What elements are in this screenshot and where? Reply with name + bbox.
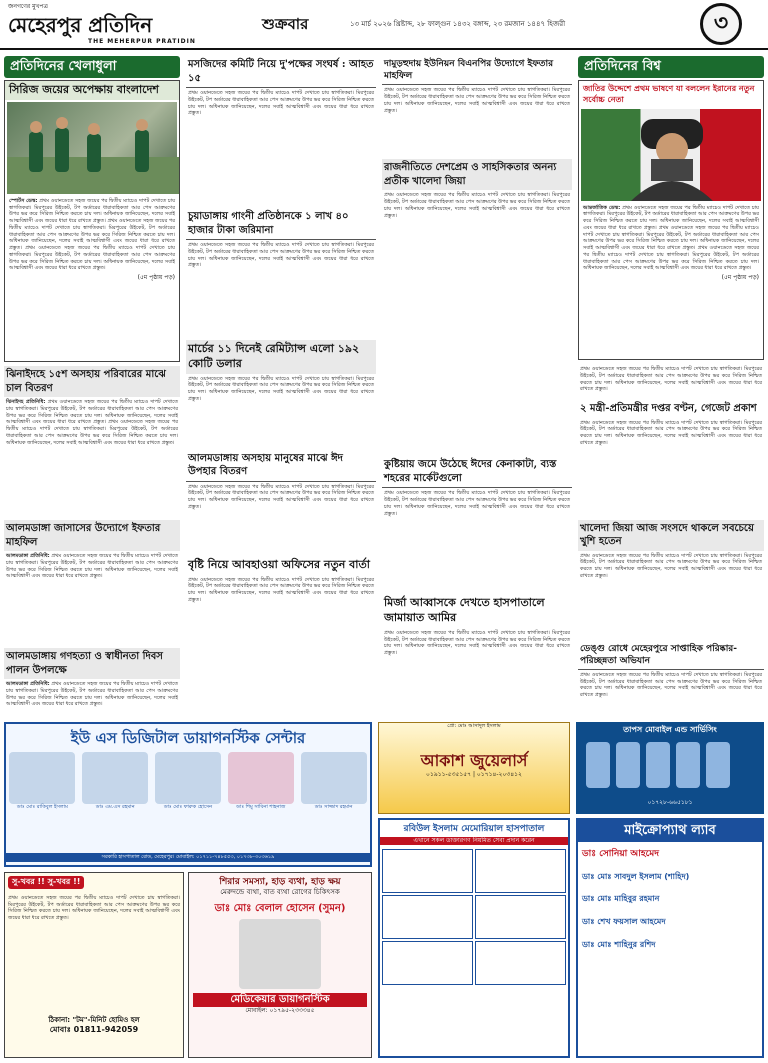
ad-jewellery-phone: ০১৯১১-৫৩৫১৫৭ | ০১৭১৪-২০৩৪১২ — [426, 771, 522, 779]
ad-homeo[interactable] — [4, 872, 184, 1058]
doctor-card-5: ডাঃ সাজ্জাদ রহমান — [301, 752, 367, 811]
doctor-photo — [239, 919, 321, 989]
left-story-3-body: প্রথম ওয়ানডেতে সহজ জয়ের পর দ্বিতীয় ম্যাচেও দাপট দেখাতে চায় স্বাগতিকরা। মিরপুরের উইকেট, টপ অর্ডারের ধারাবাহিকতা আর পেস আক্রমণের উপর ভর করে সিরিজ নিশ্চিত করতে চায় দল। অধিনায়ক জানিয়েছেন, দলের সবাই আত্মবিশ্বাসী এবং জয়ের ধারা ধরে রাখতে প্রস্তুত। — [6, 681, 178, 708]
sports-body-repeat-2: প্রথম ওয়ানডেতে সহজ জয়ের পর দ্বিতীয় ম্যাচেও দাপট দেখাতে চায় স্বাগতিকরা। মিরপুরের উইকেট, টপ অর্ডারের ধারাবাহিকতা আর পেস আক্রমণের উপর ভর করে সিরিজ নিশ্চিত করতে চায় দল। অধিনায়ক জানিয়েছেন, দলের সবাই আত্মবিশ্বাসী এবং জয়ের ধারা ধরে রাখতে প্রস্তুত। — [9, 245, 175, 272]
ad-jewellery[interactable] — [378, 722, 570, 814]
mid-story-5-body: প্রথম ওয়ানডেতে সহজ জয়ের পর দ্বিতীয় ম্যাচেও দাপট দেখাতে চায় স্বাগতিকরা। মিরপুরের উইকেট, টপ অর্ডারের ধারাবাহিকতা আর পেস আক্রমণের উপর ভর করে সিরিজ নিশ্চিত করতে চায় দল। অধিনায়ক জানিয়েছেন, দলের সবাই আত্মবিশ্বাসী এবং জয়ের ধারা ধরে রাখতে প্রস্তুত। — [188, 576, 374, 603]
world-body: প্রথম ওয়ানডেতে সহজ জয়ের পর দ্বিতীয় ম্যাচেও দাপট দেখাতে চায় স্বাগতিকরা। মিরপুরের উইকেট, টপ অর্ডারের ধারাবাহিকতা আর পেস আক্রমণের উপর ভর করে সিরিজ নিশ্চিত করতে চায় দল। অধিনায়ক জানিয়েছেন, দলের সবাই আত্মবিশ্বাসী এবং জয়ের ধারা ধরে রাখতে প্রস্তুত। — [583, 204, 759, 231]
mid-story-3-body: প্রথম ওয়ানডেতে সহজ জয়ের পর দ্বিতীয় ম্যাচেও দাপট দেখাতে চায় স্বাগতিকরা। মিরপুরের উইকেট, টপ অর্ডারের ধারাবাহিকতা আর পেস আক্রমণের উপর ভর করে সিরিজ নিশ্চিত করতে চায় দল। অধিনায়ক জানিয়েছেন, দলের সবাই আত্মবিশ্বাসী এবং জয়ের ধারা ধরে রাখতে প্রস্তুত। — [188, 375, 374, 402]
center-story-1-title[interactable]: দামুড়হুদায় ইউনিয়ন বিএনপির উদ্যোগে ইফতার মাহফিল — [382, 56, 572, 85]
world-continued: প্রথম ওয়ানডেতে সহজ জয়ের পর দ্বিতীয় ম্যাচেও দাপট দেখাতে চায় স্বাগতিকরা। মিরপুরের উইকেট, টপ অর্ডারের ধারাবাহিকতা আর পেস আক্রমণের উপর ভর করে সিরিজ নিশ্চিত করতে চায় দল। অধিনায়ক জানিয়েছেন, দলের সবাই আত্মবিশ্বাসী এবং জয়ের ধারা ধরে রাখতে প্রস্তুত। — [580, 366, 762, 393]
world-body-2: প্রথম ওয়ানডেতে সহজ জয়ের পর দ্বিতীয় ম্যাচেও দাপট দেখাতে চায় স্বাগতিকরা। মিরপুরের উইকেট, টপ অর্ডারের ধারাবাহিকতা আর পেস আক্রমণের উপর ভর করে সিরিজ নিশ্চিত করতে চায় দল। অধিনায়ক জানিয়েছেন, দলের সবাই আত্মবিশ্বাসী এবং জয়ের ধারা ধরে রাখতে প্রস্তুত। — [583, 224, 759, 252]
world-story[interactable] — [578, 80, 764, 360]
portrait-illustration — [581, 109, 763, 201]
cricket-team-photo — [7, 102, 177, 194]
ad-diagnostic-center[interactable] — [4, 722, 372, 867]
world-body-3: প্রথম ওয়ানডেতে সহজ জয়ের পর দ্বিতীয় ম্যাচেও দাপট দেখাতে চায় স্বাগতিকরা। মিরপুরের উইকেট, টপ অর্ডারের ধারাবাহিকতা আর পেস আক্রমণের উপর ভর করে সিরিজ নিশ্চিত করতে চায় দল। অধিনায়ক জানিয়েছেন, দলের সবাই আত্মবিশ্বাসী এবং জয়ের ধারা ধরে রাখতে প্রস্তুত। — [583, 245, 759, 272]
ad-jewellery-title[interactable]: আকাশ জুয়েলার্স — [420, 750, 528, 770]
left-story-3-title[interactable]: আলমডাঙ্গায় গণহত্যা ও স্বাধীনতা দিবস পালন উপলক্ষে — [4, 648, 180, 679]
ad-diagnostic-title[interactable]: ইউ এস ডিজিটাল ডায়াগনস্টিক সেন্টার — [70, 729, 306, 747]
sports-byline: স্পোর্টস ডেস্ক: — [9, 197, 38, 204]
right-story-2-body: প্রথম ওয়ানডেতে সহজ জয়ের পর দ্বিতীয় ম্যাচেও দাপট দেখাতে চায় স্বাগতিকরা। মিরপুরের উইকেট, টপ অর্ডারের ধারাবাহিকতা আর পেস আক্রমণের উপর ভর করে সিরিজ নিশ্চিত করতে চায় দল। অধিনায়ক জানিয়েছেন, দলের সবাই আত্মবিশ্বাসী এবং জয়ের ধারা ধরে রাখতে প্রস্তুত। — [580, 552, 762, 579]
mid-story-4-title[interactable]: আলমডাঙ্গায় অসহায় মানুষের মাঝে ঈদ উপহার বিতরণ — [186, 450, 376, 482]
ad-jewellery-sub: প্রো: মোঃ আসাদুল ইসলাম — [447, 723, 501, 729]
day-label: শুক্রবার — [262, 15, 309, 33]
players-illustration — [7, 102, 179, 194]
left-story-1-body: প্রথম ওয়ানডেতে সহজ জয়ের পর দ্বিতীয় ম্যাচেও দাপট দেখাতে চায় স্বাগতিকরা। মিরপুরের উইকেট, টপ অর্ডারের ধারাবাহিকতা আর পেস আক্রমণের উপর ভর করে সিরিজ নিশ্চিত করতে চায় দল। অধিনায়ক জানিয়েছেন, দলের সবাই আত্মবিশ্বাসী এবং জয়ের ধারা ধরে রাখতে প্রস্তুত। — [6, 399, 178, 426]
center-story-1-body: প্রথম ওয়ানডেতে সহজ জয়ের পর দ্বিতীয় ম্যাচেও দাপট দেখাতে চায় স্বাগতিকরা। মিরপুরের উইকেট, টপ অর্ডারের ধারাবাহিকতা আর পেস আক্রমণের উপর ভর করে সিরিজ নিশ্চিত করতে চায় দল। অধিনায়ক জানিয়েছেন, দলের সবাই আত্মবিশ্বাসী এবং জয়ের ধারা ধরে রাখতে প্রস্তুত। — [384, 87, 570, 114]
mid-story-1-title[interactable]: মসজিদের কমিটি নিয়ে দু'পক্ষের সংঘর্ষ : আহত ১৫ — [186, 56, 376, 88]
lab-doctor-3: ডাঃ মোঃ মাহিবুর রহমান — [582, 894, 660, 904]
sports-story[interactable] — [4, 80, 180, 362]
right-story-1-body: প্রথম ওয়ানডেতে সহজ জয়ের পর দ্বিতীয় ম্যাচেও দাপট দেখাতে চায় স্বাগতিকরা। মিরপুরের উইকেট, টপ অর্ডারের ধারাবাহিকতা আর পেস আক্রমণের উপর ভর করে সিরিজ নিশ্চিত করতে চায় দল। অধিনায়ক জানিয়েছেন, দলের সবাই আত্মবিশ্বাসী এবং জয়ের ধারা ধরে রাখতে প্রস্তুত। — [580, 419, 762, 446]
sports-more-link[interactable]: (৫ম পৃষ্ঠায় পড়) — [137, 274, 175, 282]
left-story-2-body: প্রথম ওয়ানডেতে সহজ জয়ের পর দ্বিতীয় ম্যাচেও দাপট দেখাতে চায় স্বাগতিকরা। মিরপুরের উইকেট, টপ অর্ডারের ধারাবাহিকতা আর পেস আক্রমণের উপর ভর করে সিরিজ নিশ্চিত করতে চায় দল। অধিনায়ক জানিয়েছেন, দলের সবাই আত্মবিশ্বাসী এবং জয়ের ধারা ধরে রাখতে প্রস্তুত। — [6, 553, 178, 580]
left-story-1-body-2: প্রথম ওয়ানডেতে সহজ জয়ের পর দ্বিতীয় ম্যাচেও দাপট দেখাতে চায় স্বাগতিকরা। মিরপুরের উইকেট, টপ অর্ডারের ধারাবাহিকতা আর পেস আক্রমণের উপর ভর করে সিরিজ নিশ্চিত করতে চায় দল। অধিনায়ক জানিয়েছেন, দলের সবাই আত্মবিশ্বাসী এবং জয়ের ধারা ধরে রাখতে প্রস্তুত। — [6, 419, 178, 446]
leader-photo — [581, 109, 761, 201]
ad-homeo-title: সু-খবর !! সু-খবর !! — [8, 876, 84, 889]
right-story-3-title[interactable]: ডেঙ্গু রোধে মেহেরপুরে সাপ্তাহিক পরিষ্কার-পরিচ্ছন্নতা অভিযান — [578, 641, 764, 670]
world-byline: আন্তর্জাতিক ডেস্ক: — [583, 204, 621, 211]
mid-story-5-title[interactable]: বৃষ্টি নিয়ে আবহাওয়া অফিসের নতুন বার্তা — [188, 557, 370, 571]
left-story-2[interactable] — [4, 520, 180, 620]
mid-story-4-body: প্রথম ওয়ানডেতে সহজ জয়ের পর দ্বিতীয় ম্যাচেও দাপট দেখাতে চায় স্বাগতিকরা। মিরপুরের উইকেট, টপ অর্ডারের ধারাবাহিকতা আর পেস আক্রমণের উপর ভর করে সিরিজ নিশ্চিত করতে চায় দল। অধিনায়ক জানিয়েছেন, দলের সবাই আত্মবিশ্বাসী এবং জয়ের ধারা ধরে রাখতে প্রস্তুত। — [188, 483, 374, 510]
lab-doctor-4: ডাঃ শেখ ফয়সাল আহমেদ — [582, 917, 666, 927]
world-more-link[interactable]: (৫ম পৃষ্ঠায় পড়) — [721, 274, 759, 282]
ad-lab[interactable] — [576, 818, 764, 1058]
sports-headline[interactable]: সিরিজ জয়ের অপেক্ষায় বাংলাদেশ — [5, 81, 179, 100]
ad-mobile[interactable] — [576, 722, 764, 814]
ad-ortho-phone[interactable]: মোবাইল: ০১৭৯৫-২৩৩৩৪৫ — [245, 1006, 315, 1014]
section-world-header: প্রতিদিনের বিশ্ব — [578, 56, 764, 78]
ad-mobile-phone: ০১৭২৮-৬৬৫১৮১ — [647, 798, 693, 806]
right-story-1-title[interactable]: ২ মন্ত্রী-প্রতিমন্ত্রীর দপ্তর বণ্টন, গেজেট প্রকাশ — [580, 403, 757, 414]
lab-doctor-2: ডাঃ মোঃ সাবদুল ইসলাম (শাহিদ) — [582, 871, 690, 881]
right-story-2-title[interactable]: খালেদা জিয়া আজ সংসদে থাকলে সবচেয়ে খুশি হতেন — [578, 520, 764, 551]
left-story-2-title[interactable]: আলমডাঙ্গা জাসাসের উদ্যোগে ইফতার মাহফিল — [4, 520, 180, 551]
middle-column — [186, 56, 376, 716]
english-title: THE MEHERPUR PRATIDIN — [88, 38, 196, 45]
ad-hospital-title[interactable]: রবিউল ইসলাম মেমোরিয়াল হাসপাতাল — [403, 824, 545, 834]
left-story-3[interactable] — [4, 648, 180, 718]
ad-hospital-sub: এখানে সকল ডাক্তারগণ নিয়মিত সেবা প্রদান করেন — [380, 837, 568, 845]
doctor-card-1: ডাঃ মোঃ রাকিবুল ইসলাম — [9, 752, 75, 811]
left-story-1-byline: ঝিনাইদহ প্রতিনিধি: — [6, 399, 46, 405]
doctor-card-2: ডাঃ এম.এস রহমান — [82, 752, 148, 811]
right-column — [578, 364, 764, 714]
left-story-3-byline: আলমডাঙ্গা প্রতিনিধি: — [6, 681, 50, 687]
ad-ortho-sub: মেরুদন্ডে ব্যথা, বাত ব্যথা রোগের চিকিৎসক — [220, 888, 340, 897]
lab-doctor-1: ডাঃ সোনিয়া আহমেদ — [582, 848, 659, 859]
center-story-3-body: প্রথম ওয়ানডেতে সহজ জয়ের পর দ্বিতীয় ম্যাচেও দাপট দেখাতে চায় স্বাগতিকরা। মিরপুরের উইকেট, টপ অর্ডারের ধারাবাহিকতা আর পেস আক্রমণের উপর ভর করে সিরিজ নিশ্চিত করতে চায় দল। অধিনায়ক জানিয়েছেন, দলের সবাই আত্মবিশ্বাসী এবং জয়ের ধারা ধরে রাখতে প্রস্তুত। — [384, 490, 570, 517]
ad-hospital[interactable] — [378, 818, 570, 1058]
mid-story-2-body: প্রথম ওয়ানডেতে সহজ জয়ের পর দ্বিতীয় ম্যাচেও দাপট দেখাতে চায় স্বাগতিকরা। মিরপুরের উইকেট, টপ অর্ডারের ধারাবাহিকতা আর পেস আক্রমণের উপর ভর করে সিরিজ নিশ্চিত করতে চায় দল। অধিনায়ক জানিয়েছেন, দলের সবাই আত্মবিশ্বাসী এবং জয়ের ধারা ধরে রাখতে প্রস্তুত। — [188, 242, 374, 269]
lab-doctor-5: ডাঃ মোঃ শাহিনুর রশিদ — [582, 940, 656, 950]
ad-ortho-title: শিরার সমস্যা, হাড় ব্যথা, হাড় ক্ষয় — [219, 877, 341, 887]
newspaper-logo[interactable]: মেহেরপুর প্রতিদিন — [8, 13, 153, 37]
sports-body-repeat: প্রথম ওয়ানডেতে সহজ জয়ের পর দ্বিতীয় ম্যাচেও দাপট দেখাতে চায় স্বাগতিকরা। মিরপুরের উইকেট, টপ অর্ডারের ধারাবাহিকতা আর পেস আক্রমণের উপর ভর করে সিরিজ নিশ্চিত করতে চায় দল। অধিনায়ক জানিয়েছেন, দলের সবাই আত্মবিশ্বাসী এবং জয়ের ধারা ধরে রাখতে প্রস্তুত। — [9, 218, 176, 252]
center-story-2-title[interactable]: রাজনীতিতে দেশপ্রেম ও সাহসিকতার অনন্য প্রতীক খালেদা জিয়া — [382, 159, 572, 190]
ad-ortho-doctor: ডাঃ মোঃ বেলাল হোসেন (সুমন) — [214, 902, 346, 914]
ad-ortho[interactable] — [188, 872, 372, 1058]
section-sports-header: প্রতিদিনের খেলাধুলা — [4, 56, 180, 78]
page-number-badge: ৩ — [700, 3, 742, 45]
right-story-3-body: প্রথম ওয়ানডেতে সহজ জয়ের পর দ্বিতীয় ম্যাচেও দাপট দেখাতে চায় স্বাগতিকরা। মিরপুরের উইকেট, টপ অর্ডারের ধারাবাহিকতা আর পেস আক্রমণের উপর ভর করে সিরিজ নিশ্চিত করতে চায় দল। অধিনায়ক জানিয়েছেন, দলের সবাই আত্মবিশ্বাসী এবং জয়ের ধারা ধরে রাখতে প্রস্তুত। — [580, 671, 762, 699]
center-story-4-body: প্রথম ওয়ানডেতে সহজ জয়ের পর দ্বিতীয় ম্যাচেও দাপট দেখাতে চায় স্বাগতিকরা। মিরপুরের উইকেট, টপ অর্ডারের ধারাবাহিকতা আর পেস আক্রমণের উপর ভর করে সিরিজ নিশ্চিত করতে চায় দল। অধিনায়ক জানিয়েছেন, দলের সবাই আত্মবিশ্বাসী এবং জয়ের ধারা ধরে রাখতে প্রস্তুত। — [384, 629, 570, 657]
center-story-3-title[interactable]: কুষ্টিয়ায় জমে উঠেছে ঈদের কেনাকাটা, ব্যস্ত শহরের মার্কেটগুলো — [382, 456, 572, 488]
center-story-4-title[interactable]: মির্জা আব্বাসকে দেখতে হাসপাতালে জামায়াত আমির — [384, 596, 545, 625]
mid-story-1-body: প্রথম ওয়ানডেতে সহজ জয়ের পর দ্বিতীয় ম্যাচেও দাপট দেখাতে চায় স্বাগতিকরা। মিরপুরের উইকেট, টপ অর্ডারের ধারাবাহিকতা আর পেস আক্রমণের উপর ভর করে সিরিজ নিশ্চিত করতে চায় দল। অধিনায়ক জানিয়েছেন, দলের সবাই আত্মবিশ্বাসী এবং জয়ের ধারা ধরে রাখতে প্রস্তুত। — [188, 90, 374, 117]
center-column — [382, 56, 572, 716]
tagline: জনগণের মুখপত্র — [8, 3, 48, 10]
masthead — [0, 0, 768, 50]
phones-icon — [576, 736, 764, 796]
world-headline[interactable]: জাতির উদ্দেশে প্রথম ভাষণে যা বললেন ইরানের নতুন সর্বোচ্চ নেতা — [583, 83, 755, 104]
doctor-card-3: ডাঃ মোঃ ফারুক হোসেন — [155, 752, 221, 811]
date-line: ১৩ মার্চ ২০২৬ খ্রিষ্টাব্দ, ২৮ ফাল্গুন ১৪৩২ বঙ্গাব্দ, ২৩ রমজান ১৪৪৭ হিজরী — [350, 20, 566, 28]
sports-body: প্রথম ওয়ানডেতে সহজ জয়ের পর দ্বিতীয় ম্যাচেও দাপট দেখাতে চায় স্বাগতিকরা। মিরপুরের উইকেট, টপ অর্ডারের ধারাবাহিকতা আর পেস আক্রমণের উপর ভর করে সিরিজ নিশ্চিত করতে চায় দল। অধিনায়ক জানিয়েছেন, দলের সবাই আত্মবিশ্বাসী এবং জয়ের ধারা ধরে রাখতে প্রস্তুত। — [9, 197, 176, 225]
ad-homeo-name: ঠিকানা: "টম"-মিনিট হোমিও হল — [48, 1015, 140, 1024]
ad-lab-title[interactable]: মাইক্রোপ্যাথ ল্যাব — [578, 820, 762, 842]
ad-mobile-title[interactable]: তাপস মোবাইল এন্ড সার্ভিসিং — [623, 725, 717, 734]
center-story-2-body: প্রথম ওয়ানডেতে সহজ জয়ের পর দ্বিতীয় ম্যাচেও দাপট দেখাতে চায় স্বাগতিকরা। মিরপুরের উইকেট, টপ অর্ডারের ধারাবাহিকতা আর পেস আক্রমণের উপর ভর করে সিরিজ নিশ্চিত করতে চায় দল। অধিনায়ক জানিয়েছেন, দলের সবাই আত্মবিশ্বাসী এবং জয়ের ধারা ধরে রাখতে প্রস্তুত। — [384, 192, 570, 219]
left-story-1-title[interactable]: ঝিনাইদহে ১৫শ অসহায় পরিবারের মাঝে চাল বিতরণ — [4, 366, 180, 397]
mid-story-3-title[interactable]: মার্চের ১১ দিনেই রেমিট্যান্স এলো ১৯২ কোটি ডলার — [186, 340, 376, 374]
doctor-card-4: ডাঃ শিমু সাবিনা শাহনাজ — [228, 752, 294, 811]
ad-diagnostic-address: সরকারি হাসপাতাল রোড, মেহেরপুর। মোবাইল: ০১৭১১-৭৪৮৫৫৩, ০১৭৩৮-৩০৩৬১৯ — [6, 853, 370, 862]
mid-story-2-title[interactable]: চুয়াডাঙ্গায় গাংনী প্রতিষ্ঠানকে ১ লাখ ৪০ হাজার টাকা জরিমানা — [186, 208, 376, 240]
ad-homeo-phone[interactable]: মোবাঃ 01811-942059 — [49, 1025, 139, 1035]
ad-ortho-clinic: মেডিকেয়ার ডায়াগনস্টিক — [193, 993, 367, 1007]
ad-homeo-body: প্রথম ওয়ানডেতে সহজ জয়ের পর দ্বিতীয় ম্যাচেও দাপট দেখাতে চায় স্বাগতিকরা। মিরপুরের উইকেট, টপ অর্ডারের ধারাবাহিকতা আর পেস আক্রমণের উপর ভর করে সিরিজ নিশ্চিত করতে চায় দল। অধিনায়ক জানিয়েছেন, দলের সবাই আত্মবিশ্বাসী এবং জয়ের ধারা ধরে রাখতে প্রস্তুত। — [8, 894, 180, 922]
left-story-2-byline: আলমডাঙ্গা প্রতিনিধি: — [6, 553, 50, 559]
